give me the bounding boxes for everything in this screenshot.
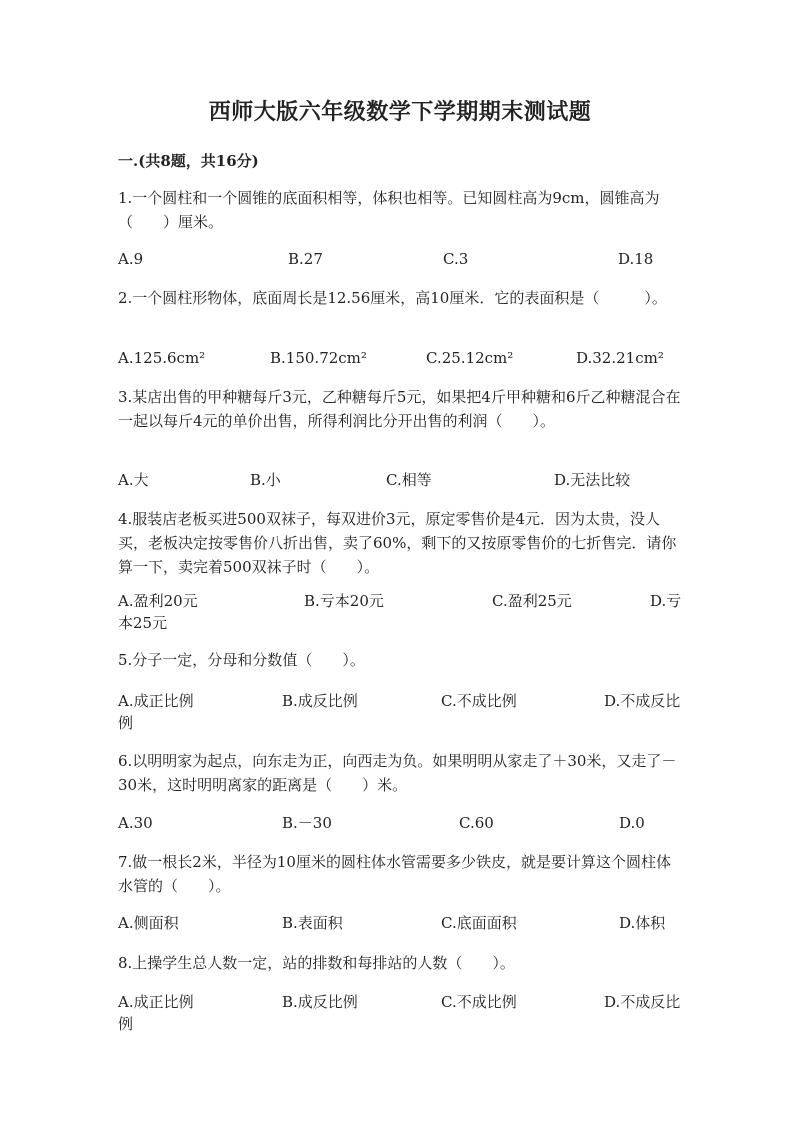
option-d[interactable]: D.亏本25元 — [118, 592, 682, 632]
option-c[interactable]: C.60 — [459, 814, 494, 832]
option-c[interactable]: C.不成比例 — [441, 993, 517, 1011]
question-3-text: 3.某店出售的甲种糖每斤3元，乙种糖每斤5元，如果把4斤甲种糖和6斤乙种糖混合在一起以每斤4元的单价出售，所得利润比分开出售的利润（ ）。 — [118, 388, 681, 430]
option-c[interactable]: C.不成比例 — [441, 692, 517, 710]
option-a[interactable]: A.30 — [118, 814, 153, 832]
option-b[interactable]: B.亏本20元 — [304, 592, 384, 610]
option-b[interactable]: B.－30 — [282, 814, 332, 832]
option-d[interactable]: D.32.21cm² — [576, 349, 664, 367]
option-a[interactable]: A.成正比例 — [118, 993, 194, 1011]
option-a[interactable]: A.125.6cm² — [118, 349, 206, 367]
question-2-text: 2.一个圆柱形物体，底面周长是12.56厘米，高10厘米．它的表面积是（ ）。 — [118, 289, 667, 307]
question-5-options — [118, 690, 683, 734]
option-d[interactable]: D.无法比较 — [554, 471, 631, 489]
option-d[interactable]: D.18 — [618, 250, 654, 268]
option-b[interactable]: B.150.72cm² — [270, 349, 367, 367]
option-b[interactable]: B.小 — [250, 471, 281, 489]
option-c[interactable]: C.25.12cm² — [426, 349, 514, 367]
option-b[interactable]: B.成反比例 — [282, 692, 358, 710]
question-6-text: 6.以明明家为起点，向东走为正，向西走为负。如果明明从家走了＋30米，又走了－30米，这时明明离家的距离是（ ）米。 — [118, 752, 677, 794]
option-c[interactable]: C.3 — [443, 250, 469, 268]
option-c[interactable]: C.相等 — [386, 471, 432, 489]
question-8-text: 8.上操学生总人数一定，站的排数和每排站的人数（ ）。 — [118, 954, 515, 972]
option-c[interactable]: C.底面面积 — [441, 914, 517, 932]
option-a[interactable]: A.9 — [118, 250, 144, 268]
question-1-text: 1.一个圆柱和一个圆锥的底面积相等，体积也相等。已知圆柱高为9cm，圆锥高为（ ）厘米。 — [118, 189, 660, 231]
option-c[interactable]: C.盈利25元 — [492, 592, 572, 610]
question-4-options — [118, 590, 683, 634]
option-d[interactable]: D.不成反比例 — [118, 692, 681, 732]
option-d[interactable]: D.不成反比例 — [118, 993, 681, 1033]
option-a[interactable]: A.侧面积 — [118, 914, 179, 932]
option-a[interactable]: A.大 — [118, 471, 149, 489]
question-8-options — [118, 991, 683, 1035]
question-5-text: 5.分子一定，分母和分数值（ ）。 — [118, 651, 365, 669]
option-b[interactable]: B.表面积 — [282, 914, 343, 932]
page-title: 西师大版六年级数学下学期期末测试题 — [208, 99, 592, 125]
question-4-text: 4.服装店老板买进500双袜子，每双进价3元，原定零售价是4元．因为太贵，没人买，老板决定按零售价八折出售，卖了60%，剩下的又按原零售价的七折售完．请你算一下，卖完着500双袜子时（ ）。 — [118, 510, 677, 576]
section-heading: 一.(共8题，共16分) — [118, 152, 259, 170]
option-d[interactable]: D.体积 — [619, 914, 666, 932]
option-b[interactable]: B.成反比例 — [282, 993, 358, 1011]
question-7-options — [118, 912, 683, 956]
option-b[interactable]: B.27 — [288, 250, 323, 268]
option-a[interactable]: A.成正比例 — [118, 692, 194, 710]
option-a[interactable]: A.盈利20元 — [118, 592, 198, 610]
option-d[interactable]: D.0 — [619, 814, 645, 832]
question-7-text: 7.做一根长2米，半径为10厘米的圆柱体水管需要多少铁皮，就是要计算这个圆柱体水管的（ ）。 — [118, 853, 671, 895]
